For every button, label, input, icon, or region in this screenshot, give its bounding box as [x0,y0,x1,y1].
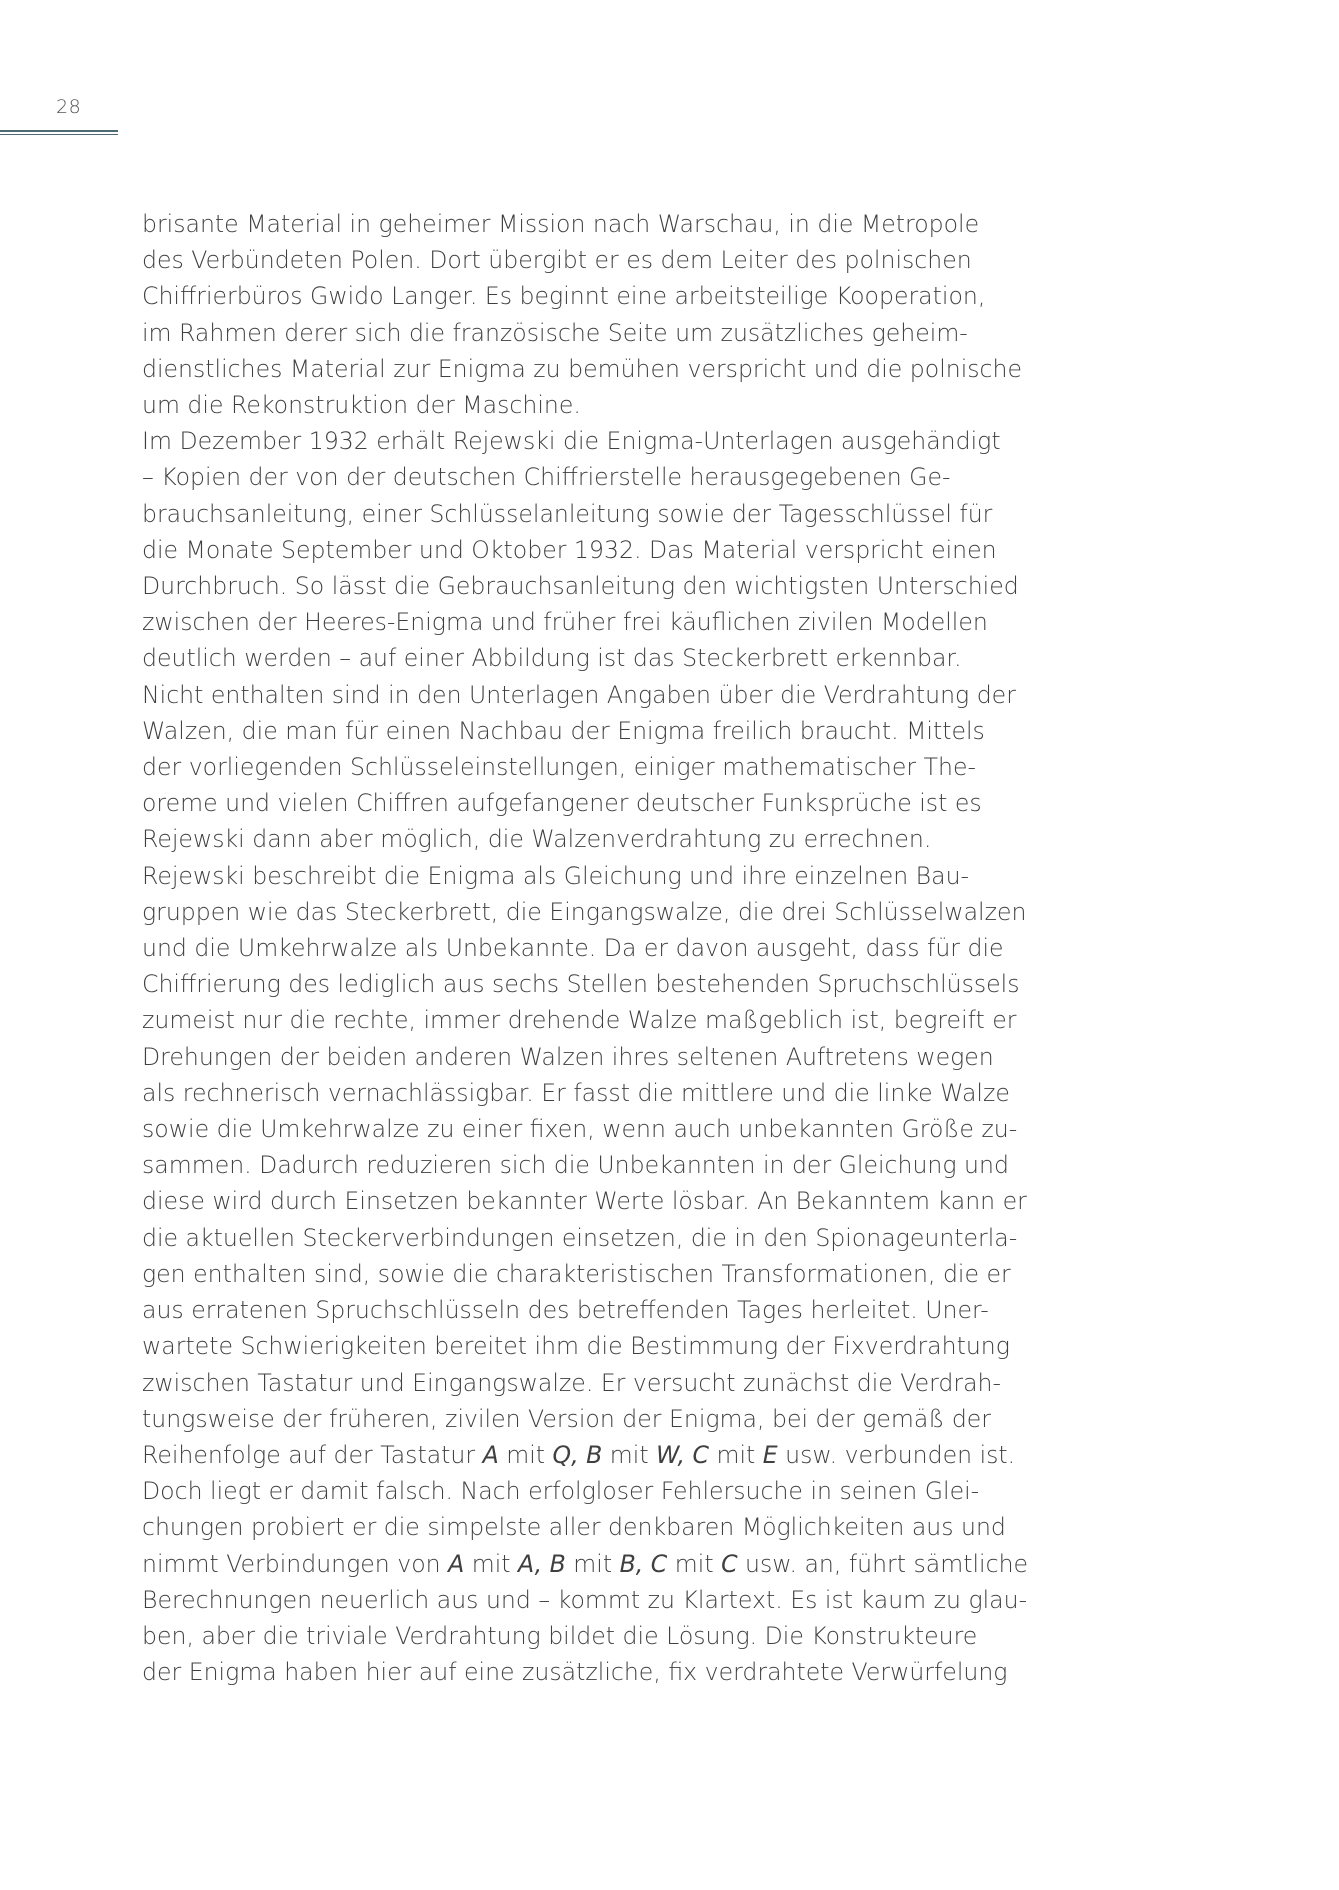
text-run: mit [464,1549,519,1578]
text-line: Nicht enthalten sind in den Unterlagen Angaben über die Verdrahtung der [142,680,1016,709]
text-line: Chiffrierbüros Gwido Langer. Es beginnt eine arbeitsteilige Kooperation, [142,282,986,311]
italic-letter: A, B [518,1549,566,1578]
text-line: zwischen Tastatur und Eingangswalze. Er versucht zunächst die Verdrah- [142,1368,1002,1397]
text-run: usw. an, führt sämtliche [737,1549,1029,1578]
italic-letter: A [448,1549,465,1578]
text-line: – Kopien der von der deutschen Chiffrierstelle herausgegebenen Ge- [142,463,951,492]
text-line: Chiffrierung des lediglich aus sechs Stellen bestehenden Spruchschlüssels [142,970,1020,999]
text-line: und die Umkehrwalze als Unbekannte. Da er davon ausgeht, dass für die [142,934,1004,963]
italic-letter: W, C [656,1440,709,1469]
text-line: ben, aber die triviale Verdrahtung bildet die Lösung. Die Konstrukteure [142,1621,978,1650]
text-run: mit [498,1440,553,1469]
text-run: mit [602,1440,657,1469]
text-run: mit [708,1440,763,1469]
text-line [142,1437,1042,1473]
header-rule-thin [0,134,118,135]
text-line: die Monate September und Oktober 1932. Das Material verspricht einen [142,535,997,564]
text-run: nimmt Verbindungen von [142,1549,449,1578]
text-line: Rejewski beschreibt die Enigma als Gleichung und ihre einzelnen Bau- [142,861,970,890]
text-line: gruppen wie das Steckerbrett, die Eingangswalze, die drei Schlüsselwalzen [142,897,1027,926]
text-run: usw. verbunden ist. [777,1440,1016,1469]
text-run: mit [565,1549,620,1578]
text-run: Reihenfolge auf der Tastatur [142,1440,483,1469]
text-line: brauchsanleitung, einer Schlüsselanleitung sowie der Tagesschlüssel für [142,499,993,528]
text-line: deutlich werden – auf einer Abbildung ist das Steckerbrett erkennbar. [142,644,962,673]
text-line: Drehungen der beiden anderen Walzen ihres seltenen Auftretens wegen [142,1042,994,1071]
text-line: aus erratenen Spruchschlüsseln des betreffenden Tages herleitet. Uner- [142,1296,989,1325]
text-line: Berechnungen neuerlich aus und – kommt zu Klartext. Es ist kaum zu glau- [142,1585,1028,1614]
text-line: Durchbruch. So lässt die Gebrauchsanleitung den wichtigsten Unterschied [142,572,1019,601]
text-line: zumeist nur die rechte, immer drehende Walze maßgeblich ist, begreift er [142,1006,1017,1035]
text-line: die aktuellen Steckerverbindungen einsetzen, die in den Spionageunterla- [142,1223,1018,1252]
text-line: des Verbündeten Polen. Dort übergibt er es dem Leiter des polnischen [142,246,972,275]
text-line: Doch liegt er damit falsch. Nach erfolgloser Fehlersuche in seinen Glei- [142,1477,980,1506]
text-line: der vorliegenden Schlüsseleinstellungen, einiger mathematischer The- [142,753,976,782]
text-line: dienstliches Material zur Enigma zu bemühen verspricht und die polnische [142,354,1022,383]
text-line: gen enthalten sind, sowie die charakteristischen Transformationen, die er [142,1259,1011,1288]
text-line: oreme und vielen Chiffren aufgefangener deutscher Funksprüche ist es [142,789,982,818]
text-line: Rejewski dann aber möglich, die Walzenverdrahtung zu errechnen. [142,825,932,854]
page-number: 28 [56,96,82,118]
text-line: diese wird durch Einsetzen bekannter Werte lösbar. An Bekanntem kann er [142,1187,1027,1216]
text-line: brisante Material in geheimer Mission nach Warschau, in die Metropole [142,210,980,238]
text-line: Walzen, die man für einen Nachbau der Enigma freilich braucht. Mittels [142,716,985,745]
text-line: zwischen der Heeres-Enigma und früher frei käuflichen zivilen Modellen [142,608,988,637]
text-line: im Rahmen derer sich die französische Seite um zusätzliches geheim- [142,318,968,347]
text-line: der Enigma haben hier auf eine zusätzliche, fix verdrahtete Verwürfelung [142,1658,1008,1687]
body-text [142,206,1042,1690]
text-run: mit [667,1549,722,1578]
text-line: sowie die Umkehrwalze zu einer fixen, wenn auch unbekannten Größe zu- [142,1115,1018,1144]
italic-letter: B, C [619,1549,668,1578]
text-line [142,1546,1042,1582]
header-rule [0,130,118,132]
text-line: sammen. Dadurch reduzieren sich die Unbekannten in der Gleichung und [142,1151,1009,1180]
italic-letter: A [482,1440,499,1469]
italic-letter: Q, B [552,1440,603,1469]
text-line: um die Rekonstruktion der Maschine. [142,391,581,420]
italic-letter: C [721,1549,738,1578]
text-line: wartete Schwierigkeiten bereitet ihm die Bestimmung der Fixverdrahtung [142,1332,1010,1361]
text-line: chungen probiert er die simpelste aller denkbaren Möglichkeiten aus und [142,1513,1006,1542]
text-line: Im Dezember 1932 erhält Rejewski die Enigma-Unterlagen ausgehändigt [142,427,1001,456]
italic-letter: E [762,1440,778,1469]
text-line: tungsweise der früheren, zivilen Version der Enigma, bei der gemäß der [142,1404,992,1433]
text-line: als rechnerisch vernachlässigbar. Er fasst die mittlere und die linke Walze [142,1078,1010,1107]
